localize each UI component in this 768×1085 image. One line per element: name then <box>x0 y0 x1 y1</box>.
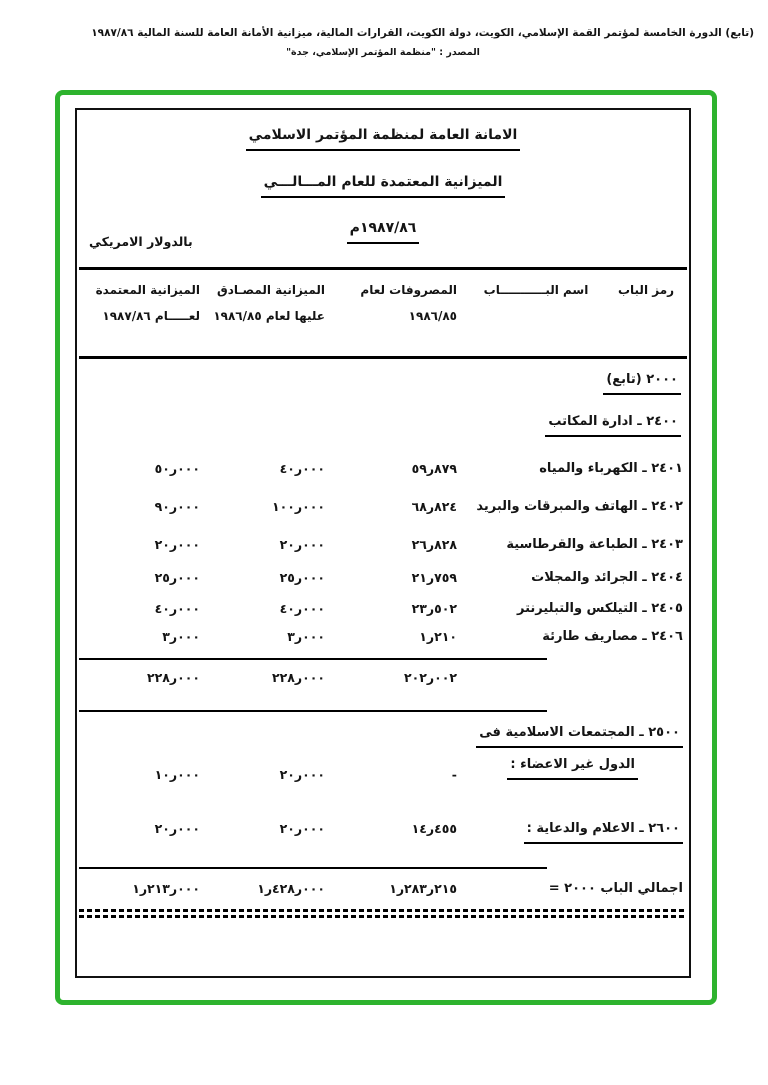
line-item-name: ٢٤٠٢ ـ الهاتف والمبرقات والبريد <box>476 499 683 514</box>
approved-budget-value: ١٠٠ر٠٠٠ <box>272 499 325 514</box>
expenditures-cell <box>345 570 463 585</box>
adopted-budget-cell <box>83 725 213 782</box>
total-expenditures-cell <box>345 881 463 896</box>
adopted-budget-value: ٣ر٠٠٠ <box>162 629 200 644</box>
expenditures-value: ٥٩ر٨٧٩ <box>411 461 457 476</box>
chapter-total-row <box>77 881 689 896</box>
subtotal-bottom-rule <box>79 710 547 712</box>
source-note <box>12 27 754 58</box>
approved-budget-value: ٢٠ر٠٠٠ <box>279 537 325 552</box>
total-top-rule <box>79 867 547 869</box>
dashed-line <box>79 909 687 912</box>
total-approved-value: ١ر٤٢٨ر٠٠٠ <box>257 881 325 896</box>
adopted-budget-cell <box>83 601 213 616</box>
expenditures-value: ٢٦ر٨٢٨ <box>411 537 457 552</box>
fiscal-year-title: ١٩٨٧/٨٦م <box>347 220 420 244</box>
header-adopted-budget <box>83 278 213 330</box>
adopted-budget-cell <box>83 461 213 476</box>
table-top-rule <box>79 267 687 270</box>
expenditures-value: ٢١ر٧٥٩ <box>411 570 457 585</box>
section-2600-row <box>77 821 689 844</box>
approved-budget-cell <box>213 601 345 616</box>
adopted-budget-cell <box>83 537 213 552</box>
table-header-row <box>77 278 689 330</box>
header-approved-line1: الميزانية المصـادق <box>217 283 325 297</box>
adopted-budget-value: ٤٠ر٠٠٠ <box>154 601 200 616</box>
adopted-budget-value: ٥٠ر٠٠٠ <box>154 461 200 476</box>
header-bottom-rule <box>79 356 687 359</box>
approved-budget-cell <box>213 629 345 644</box>
header-expenditures-line1: المصروفات لعام <box>360 283 457 297</box>
currency-label: بالدولار الامريكي <box>89 234 193 249</box>
section-2600-name-cell <box>463 821 683 844</box>
approved-budget-cell <box>213 499 345 514</box>
adopted-budget-cell <box>83 499 213 514</box>
expenditures-cell <box>345 725 463 782</box>
expenditures-value: ١٤ر٤٥٥ <box>411 821 457 836</box>
subtotal-expenditures-cell <box>345 670 463 685</box>
green-border-frame <box>55 90 717 1005</box>
adopted-budget-cell <box>83 821 213 836</box>
expenditures-cell <box>345 601 463 616</box>
header-chapter-name: اسم البـــــــــــاب <box>483 283 589 297</box>
section-2500-row <box>77 725 689 782</box>
document-subtitle: الميزانية المعتمدة للعام المـــالـــي <box>261 174 506 198</box>
dashed-line <box>79 915 687 918</box>
approved-budget-value: ٢٥ر٠٠٠ <box>279 570 325 585</box>
total-expenditures-value: ١ر٢٨٣ر٢١٥ <box>389 881 457 896</box>
expenditures-value: ٢٣ر٥٠٢ <box>411 601 457 616</box>
table-row <box>77 499 689 514</box>
chapter-total-label: اجمالي الباب ٢٠٠٠ = <box>548 881 683 896</box>
approved-budget-cell <box>213 725 345 782</box>
section-2000-label: ٢٠٠٠ (تابع) <box>603 372 681 395</box>
table-row <box>77 537 689 552</box>
table-row <box>77 570 689 585</box>
approved-budget-cell <box>213 821 345 836</box>
table-row <box>77 601 689 616</box>
line-item-name: ٢٤٠١ ـ الكهرباء والمياه <box>539 461 683 476</box>
header-expenditures <box>345 278 463 330</box>
section-2000-continued <box>603 372 681 395</box>
section-2500-name <box>463 725 683 780</box>
approved-budget-cell <box>213 461 345 476</box>
adopted-budget-value: ٢٠ر٠٠٠ <box>154 537 200 552</box>
total-adopted-cell <box>83 881 213 896</box>
table-row <box>77 629 689 644</box>
section-2400-label: ٢٤٠٠ ـ ادارة المكاتب <box>545 414 681 437</box>
header-adopted-line1: الميزانية المعتمدة <box>95 283 200 297</box>
adopted-budget-value: ١٠ر٠٠٠ <box>154 767 200 782</box>
approved-budget-cell <box>213 570 345 585</box>
section-2400-heading <box>545 414 681 437</box>
subtotal-adopted-value: ٢٢٨ر٠٠٠ <box>147 670 200 685</box>
subtotal-top-rule <box>79 658 547 660</box>
line-item-name: ٢٤٠٤ ـ الجرائد والمجلات <box>531 570 683 585</box>
approved-budget-value: ٣ر٠٠٠ <box>287 629 325 644</box>
subtotal-row <box>77 670 689 685</box>
section-2500-line2: الدول غير الاعضاء : <box>507 757 638 780</box>
expenditures-cell <box>345 821 463 836</box>
line-item-name: ٢٤٠٣ ـ الطباعة والقرطاسية <box>506 537 683 552</box>
source-note-line1: (تابع) الدورة الخامسة لمؤتمر القمة الإسلامي، الكويت، دولة الكويت، القرارات المالية، ميزانية الأمانة العامة للسنة المالية ١٩٨٧/٨٦ <box>91 27 754 39</box>
subtotal-expenditures-value: ٢٠٢ر٠٠٢ <box>404 670 457 685</box>
document-frame <box>75 108 691 978</box>
approved-budget-cell <box>213 537 345 552</box>
expenditures-cell <box>345 629 463 644</box>
expenditures-value: - <box>451 767 457 782</box>
adopted-budget-value: ٩٠ر٠٠٠ <box>154 499 200 514</box>
table-row <box>77 461 689 476</box>
section-2500-line1: ٢٥٠٠ ـ المجتمعات الاسلامية فى <box>476 725 683 748</box>
total-adopted-value: ١ر٢١٣ر٠٠٠ <box>132 881 200 896</box>
header-chapter-code: رمز الباب <box>617 283 675 297</box>
approved-budget-value: ٢٠ر٠٠٠ <box>279 767 325 782</box>
title-row-2 <box>77 174 689 198</box>
line-item-name: ٢٤٠٥ ـ التيلكس والتبليرنتر <box>517 601 683 616</box>
section-2500-line2-wrap <box>463 757 683 780</box>
adopted-budget-value: ٢٥ر٠٠٠ <box>154 570 200 585</box>
approved-budget-value: ٤٠ر٠٠٠ <box>279 601 325 616</box>
subtotal-approved-cell <box>213 670 345 685</box>
source-note-line2: المصدر : "منظمة المؤتمر الإسلامي، جدة" <box>286 47 480 58</box>
approved-budget-value: ٤٠ر٠٠٠ <box>279 461 325 476</box>
total-approved-cell <box>213 881 345 896</box>
adopted-budget-value: ٢٠ر٠٠٠ <box>154 821 200 836</box>
subtotal-approved-value: ٢٢٨ر٠٠٠ <box>272 670 325 685</box>
approved-budget-value: ٢٠ر٠٠٠ <box>279 821 325 836</box>
expenditures-cell <box>345 461 463 476</box>
header-approved-budget <box>213 278 345 330</box>
adopted-budget-cell <box>83 629 213 644</box>
expenditures-cell <box>345 537 463 552</box>
header-adopted-line2: لعـــــام ١٩٨٧/٨٦ <box>102 308 200 323</box>
document-title: الامانة العامة لمنظمة المؤتمر الاسلامي <box>246 127 521 151</box>
header-expenditures-line2: ١٩٨٦/٨٥ <box>408 308 457 323</box>
expenditures-cell <box>345 499 463 514</box>
title-row-1 <box>77 127 689 151</box>
header-approved-line2: عليها لعام ١٩٨٦/٨٥ <box>213 308 325 323</box>
subtotal-adopted-cell <box>83 670 213 685</box>
adopted-budget-cell <box>83 570 213 585</box>
expenditures-value: ١ر٢١٠ <box>419 629 457 644</box>
section-2600-name: ٢٦٠٠ ـ الاعلام والدعاية : <box>524 821 683 844</box>
grand-total-double-dashed-rule <box>79 909 687 919</box>
line-item-name: ٢٤٠٦ ـ مصاريف طارئة <box>542 629 683 644</box>
expenditures-value: ٦٨ر٨٢٤ <box>411 499 457 514</box>
